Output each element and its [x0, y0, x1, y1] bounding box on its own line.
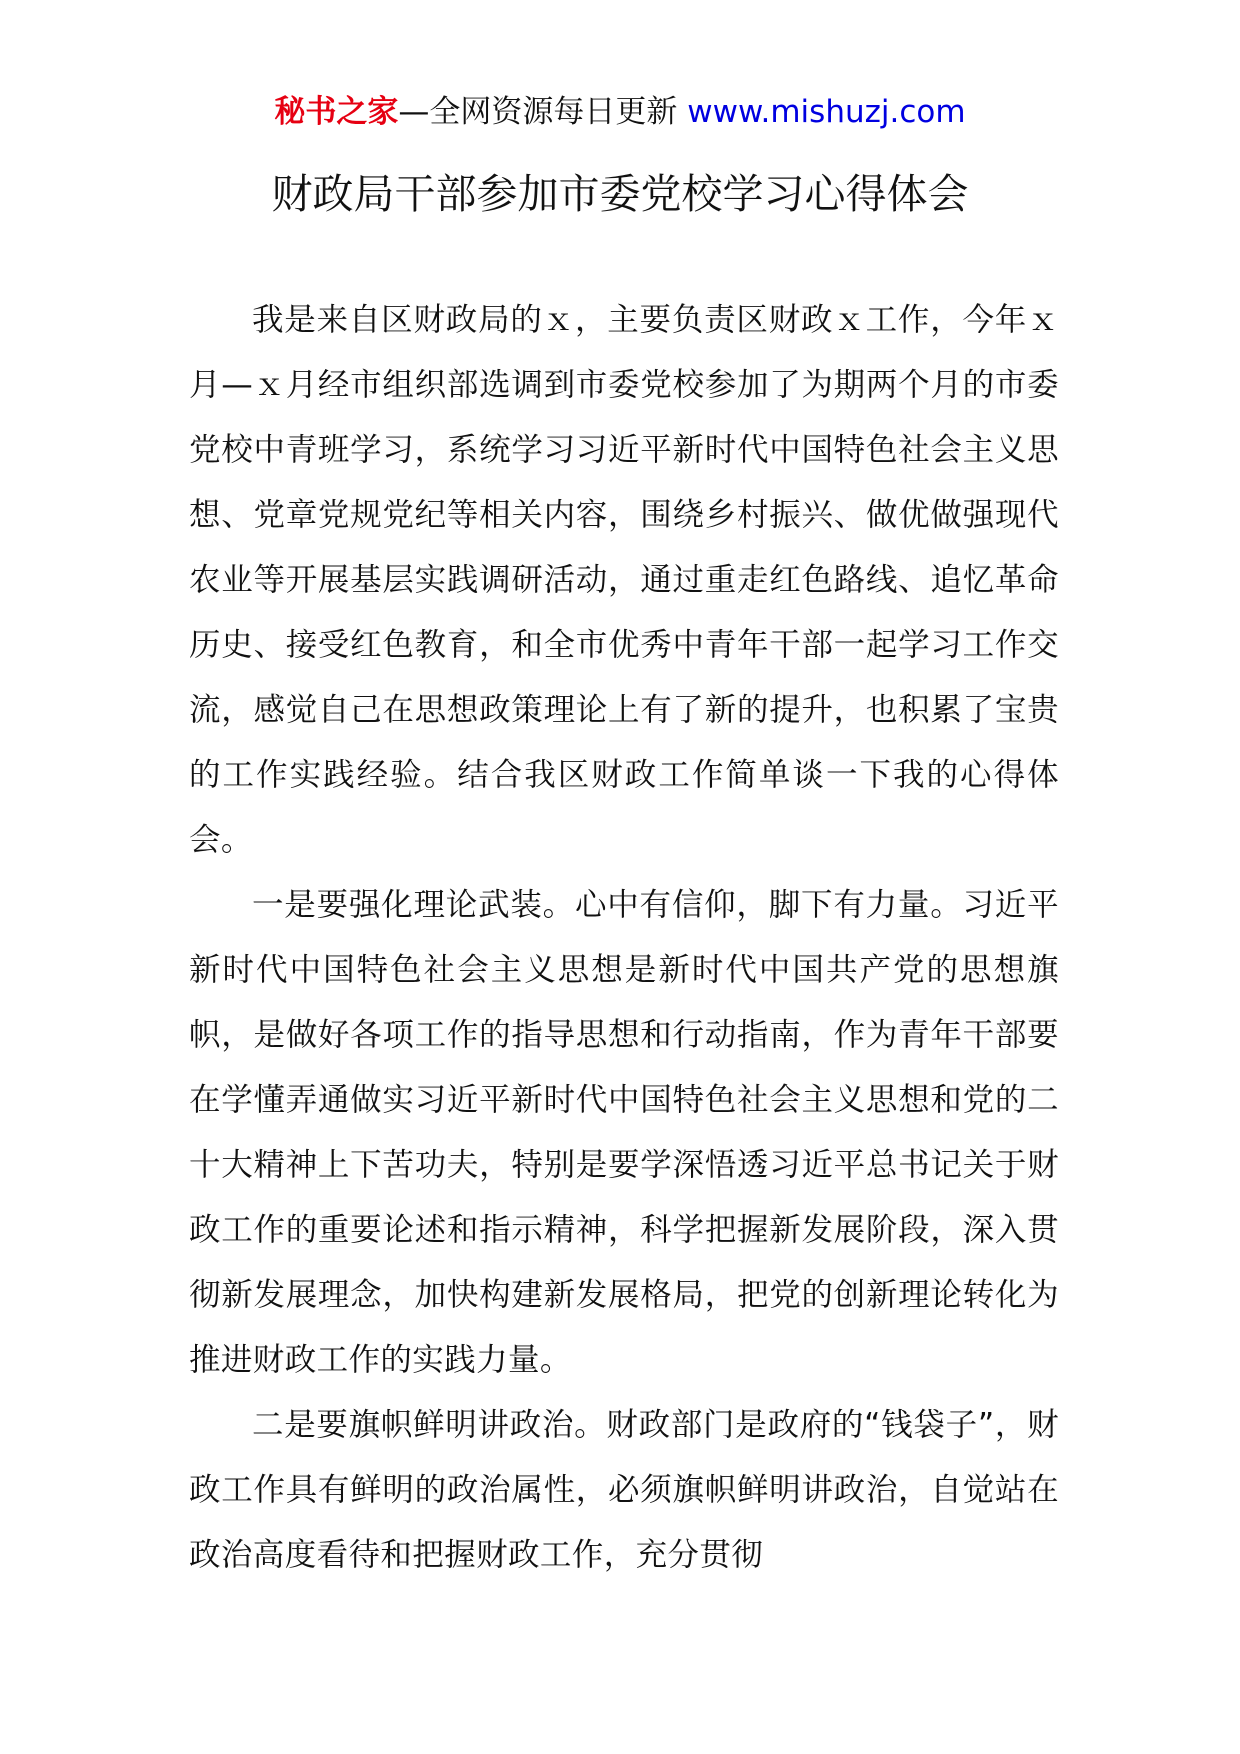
body-paragraph-theory: 一是要强化理论武装。心中有信仰，脚下有力量。习近平新时代中国特色社会主义思想是新时代中国共产党的思想旗帜，是做好各项工作的指导思想和行动指南，作为青年干部要在学懂弄通做实习近平新时代中国特色社会主义思想和党的二十大精神上下苦功夫，特别是要学深悟透习近平总书记关于财政工作的重要论述和指示精神，科学把握新发展阶段，深入贯彻新发展理念，加快构建新发展格局，把党的创新理论转化为推进财政工作的实践力量。: [189, 887, 1059, 1378]
document-title: 财政局干部参加市委党校学习心得体会: [271, 170, 969, 218]
site-url-link[interactable]: www.mishuzj.com: [687, 94, 966, 130]
site-tagline: —全网资源每日更新: [398, 94, 678, 130]
body-paragraph-intro: 我是来自区财政局的ｘ，主要负责区财政ｘ工作，今年ｘ月—ｘ月经市组织部选调到市委党校参加了为期两个月的市委党校中青班学习，系统学习习近平新时代中国特色社会主义思想、党章党规党纪等相关内容，围绕乡村振兴、做优做强现代农业等开展基层实践调研活动，通过重走红色路线、追忆革命历史、接受红色教育，和全市优秀中青年干部一起学习工作交流，感觉自己在思想政策理论上有了新的提升，也积累了宝贵的工作实践经验。结合我区财政工作简单谈一下我的心得体会。: [189, 302, 1059, 858]
site-brand: 秘书之家: [274, 94, 399, 130]
site-header: [0, 92, 1240, 132]
document-body: [189, 288, 1059, 1588]
body-paragraph-politics: 二是要旗帜鲜明讲政治。财政部门是政府的“钱袋子”，财政工作具有鲜明的政治属性，必须旗帜鲜明讲政治，自觉站在政治高度看待和把握财政工作，充分贯彻: [189, 1407, 1059, 1573]
